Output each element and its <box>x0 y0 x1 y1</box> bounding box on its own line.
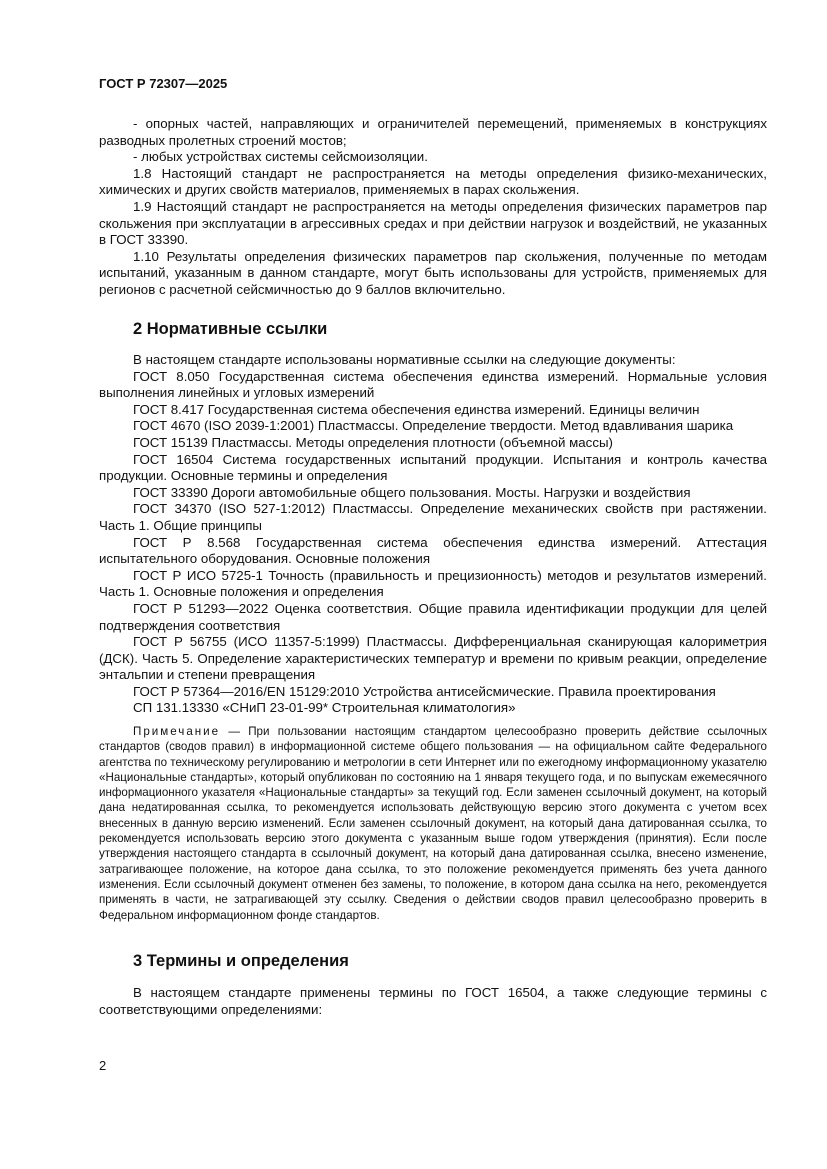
page-number: 2 <box>99 1058 107 1073</box>
paragraph: - любых устройствах системы сейсмоизоляции. <box>133 149 428 165</box>
reference-item: ГОСТ 16504 Система государственных испытаний продукции. Испытания и контроль качества продукции. Основные термины и определения <box>99 451 767 484</box>
paragraph: - опорных частей, направляющих и ограничителей перемещений, применяемых в конструкциях разводных пролетных строений мостов; <box>99 116 767 148</box>
document-header: ГОСТ Р 72307—2025 <box>99 76 228 91</box>
section2-references <box>99 352 767 717</box>
paragraph: 1.9 Настоящий стандарт не распространяется на методы определения физических параметров пар скольжения при эксплуатации в агрессивных средах и при действии нагрузок и воздействий, не указанных в ГОСТ 33390. <box>99 198 767 248</box>
reference-item: ГОСТ Р 56755 (ИСО 11357-5:1999) Пластмассы. Дифференциальная сканирующая калориметрия (ДСК). Часть 5. Определение характеристических температур и времени по кривым реакции, определение энтальпии и степени превращения <box>99 634 767 683</box>
section3-intro: В настоящем стандарте применены термины по ГОСТ 16504, а также следующие термины с соответствующими определениями: <box>99 985 767 1017</box>
reference-item: ГОСТ Р 8.568 Государственная система обеспечения единства измерений. Аттестация испытательного оборудования. Основные положения <box>99 534 767 567</box>
paragraph: 1.10 Результаты определения физических параметров пар скольжения, полученные по методам испытаний, указанным в данном стандарте, могут быть использованы для устройств, применяемых для регионов с расчетной сейсмичностью до 9 баллов включительно. <box>99 248 767 297</box>
reference-item: ГОСТ 33390 Дороги автомобильные общего пользования. Мосты. Нагрузки и воздействия <box>133 484 691 500</box>
section2-title: 2 Нормативные ссылки <box>133 320 328 338</box>
paragraph: 1.8 Настоящий стандарт не распространяется на методы определения физико-механических, химических и других свойств материалов, применяемых в парах скольжения. <box>99 165 767 198</box>
note-text: — При пользовании настоящим стандартом целесообразно проверить действие ссылочных стандартов (сводов правил) в информационной системе общего пользования — на официальном сайте Федерального агентства по техническому регулированию и метрологии в сети Интернет или по ежегодному информационному указателю «Национальные стандарты», который опубликован по состоянию на 1 января текущего года, и по выпускам ежемесячного информационного указателя «Национальные стандарты» за текущий год. Если заменен ссылочный документ, на который дана недатированная ссылка, то рекомендуется использовать действующую версию этого документа с учетом всех внесенных в данную версию изменений. Если заменен ссылочный документ, на который дана датированная ссылка, то рекомендуется использовать версию этого документа с указанным выше годом утверждения (принятия). Если после утверждения настоящего стандарта в ссылочный документ, на который дана датированная ссылка, внесено изменение, затрагивающее положение, на которое дана ссылка, то это положение рекомендуется применять без учета данного изменения. Если ссылочный документ отменен без замены, то положение, в котором дана ссылка на него, рекомендуется применять в части, не затрагивающей эту ссылку. Сведения о действии сводов правил целесообразно проверить в Федеральном информационном фонде стандартов. <box>99 725 767 922</box>
section3-title: 3 Термины и определения <box>133 952 349 970</box>
section1-continuation <box>99 116 767 299</box>
reference-note <box>99 724 767 923</box>
reference-item: ГОСТ 8.050 Государственная система обеспечения единства измерений. Нормальные условия выполнения линейных и угловых измерений <box>99 368 767 401</box>
note-label: Примечание <box>133 725 221 738</box>
reference-item: В настоящем стандарте использованы нормативные ссылки на следующие документы: <box>133 352 676 367</box>
section3-intro-block <box>99 985 767 1018</box>
reference-item: ГОСТ 4670 (ISO 2039-1:2001) Пластмассы. Определение твердости. Метод вдавливания шарика <box>133 418 734 434</box>
reference-item: ГОСТ 15139 Пластмассы. Методы определения плотности (объемной массы) <box>133 434 613 450</box>
reference-item: СП 131.13330 «СНиП 23-01-99* Строительная климатология» <box>133 700 516 716</box>
reference-item: ГОСТ 34370 (ISO 527-1:2012) Пластмассы. Определение механических свойств при растяжении. Часть 1. Общие принципы <box>99 501 767 533</box>
reference-item: ГОСТ Р 57364—2016/EN 15129:2010 Устройства антисейсмические. Правила проектирования <box>133 683 716 699</box>
reference-item: ГОСТ Р 51293—2022 Оценка соответствия. Общие правила идентификации продукции для целей подтверждения соответствия <box>99 600 767 633</box>
reference-item: ГОСТ Р ИСО 5725-1 Точность (правильность и прецизионность) методов и результатов измерений. Часть 1. Основные положения и определения <box>99 567 767 600</box>
reference-item: ГОСТ 8.417 Государственная система обеспечения единства измерений. Единицы величин <box>133 401 700 417</box>
